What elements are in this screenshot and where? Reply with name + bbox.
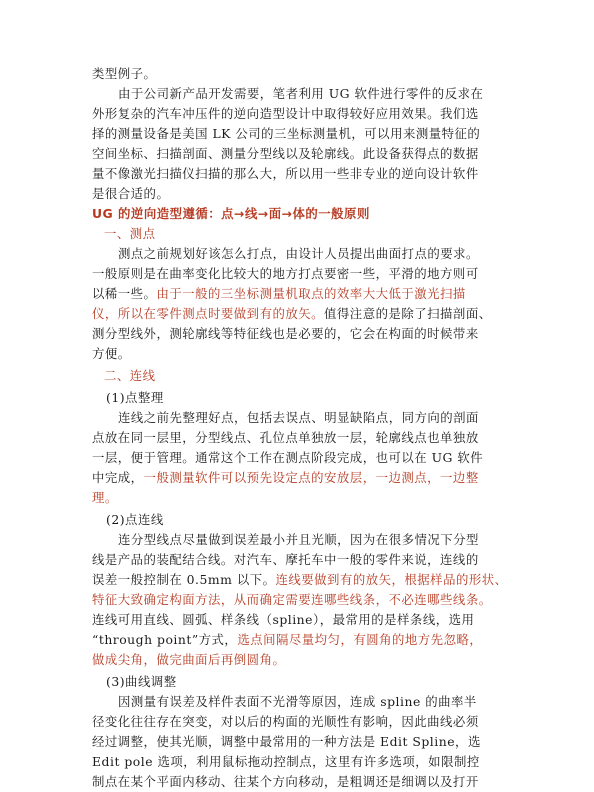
paragraph-line — [92, 306, 492, 322]
highlight-run: 仪，所以在零件测点时要做到有的放矢。 — [92, 306, 325, 321]
paragraph-line: 因测量有误差及样件表面不光滑等原因，连成 spline 的曲率半 — [118, 694, 477, 709]
text-run: “through point”方式， — [92, 632, 238, 647]
text-run: 中完成， — [92, 470, 144, 485]
paragraph-line: 理。 — [92, 490, 118, 505]
paragraph-line: 测点之前规划好该怎么打点，由设计人员提出曲面打点的要求。 — [118, 246, 479, 261]
paragraph-line — [92, 572, 508, 588]
highlight-run: 一般测量软件可以预先设定点的安放层，一边测点，一边整 — [143, 470, 479, 485]
subsection-title: (1)点整理 — [106, 390, 164, 405]
paragraph-line: 连线之前先整理好点，包括去误点、明显缺陷点，同方向的剖面 — [118, 410, 479, 425]
paragraph-line: 测分型线外，测轮廓线等特征线也是必要的，它会在构面的时候带来 — [92, 326, 479, 341]
paragraph-line — [92, 470, 479, 486]
paragraph-line: 连分型线点尽量做到误差最小并且光顺，因为在很多情况下分型 — [118, 532, 479, 547]
subsection-title: (3)曲线调整 — [106, 674, 177, 689]
paragraph-line: 方便。 — [92, 346, 131, 361]
paragraph-line: 径变化往往存在突变，对以后的构面的光顺性有影响，因此曲线必须 — [92, 714, 479, 729]
paragraph-line: 一层，便于管理。通常这个工作在测点阶段完成，也可以在 UG 软件 — [92, 450, 484, 465]
paragraph-line: 是很合适的。 — [92, 186, 170, 201]
paragraph-line: 点放在同一层里，分型线点、孔位点单独放一层，轮廓线点也单独放 — [92, 430, 479, 445]
paragraph-line: 做成尖角，做完曲面后再倒圆角。 — [92, 652, 286, 667]
paragraph-line: 类型例子。 — [92, 66, 157, 81]
paragraph-line: 择的测量设备是美国 LK 公司的三坐标测量机，可以用来测量特征的 — [92, 126, 481, 141]
paragraph-line: 连线可用直线、圆弧、样条线（spline），最常用的是样条线，选用 — [92, 612, 475, 627]
highlight-run: 选点间隔尽量均匀，有圆角的地方先忽略， — [237, 632, 483, 647]
paragraph-line: 由于公司新产品开发需要，笔者利用 UG 软件进行零件的反求在 — [118, 86, 484, 101]
paragraph-line: 特征大致确定构面方法，从而确定需要连哪些线条，不必连哪些线条。 — [92, 592, 492, 607]
paragraph-line: 线是产品的装配结合线。对汽车、摩托车中一般的零件来说，连线的 — [92, 552, 479, 567]
text-run: 误差一般控制在 0.5mm 以下。 — [92, 572, 276, 587]
paragraph-line: 空间坐标、扫描剖面、测量分型线以及轮廓线。此设备获得点的数据 — [92, 146, 479, 161]
paragraph-line: 外形复杂的汽车冲压件的逆向造型设计中取得较好应用效果。我们选 — [92, 106, 479, 121]
highlight-run: 连线要做到有的放矢，根据样品的形状、 — [275, 572, 508, 587]
subsection-title: (2)点连线 — [106, 512, 164, 527]
paragraph-line: 制点在某个平面内移动、往某个方向移动，是粗调还是细调以及打开 — [92, 774, 479, 789]
paragraph-line — [92, 286, 466, 302]
paragraph-line: 量不像激光扫描仪扫描的那么大，所以用一些非专业的逆向设计软件 — [92, 166, 479, 181]
paragraph-line: 一般原则是在曲率变化比较大的地方打点要密一些，平滑的地方则可 — [92, 266, 479, 281]
text-run: 值得注意的是除了扫描剖面、 — [324, 306, 492, 321]
section-heading: UG 的逆向造型遵循：点→线→面→体的一般原则 — [92, 206, 370, 221]
paragraph-line: 经过调整，使其光顺，调整中最常用的一种方法是 Edit Spline，选 — [92, 734, 481, 749]
section-title: 一、测点 — [104, 226, 156, 241]
paragraph-line — [92, 632, 482, 648]
paragraph-line: Edit pole 选项，利用鼠标拖动控制点，这里有许多选项，如限制控 — [92, 754, 480, 769]
section-title: 二、连线 — [104, 368, 156, 383]
highlight-run: 由于一般的三坐标测量机取点的效率大大低于激光扫描 — [156, 286, 466, 301]
text-run: 以稀一些。 — [92, 286, 157, 301]
